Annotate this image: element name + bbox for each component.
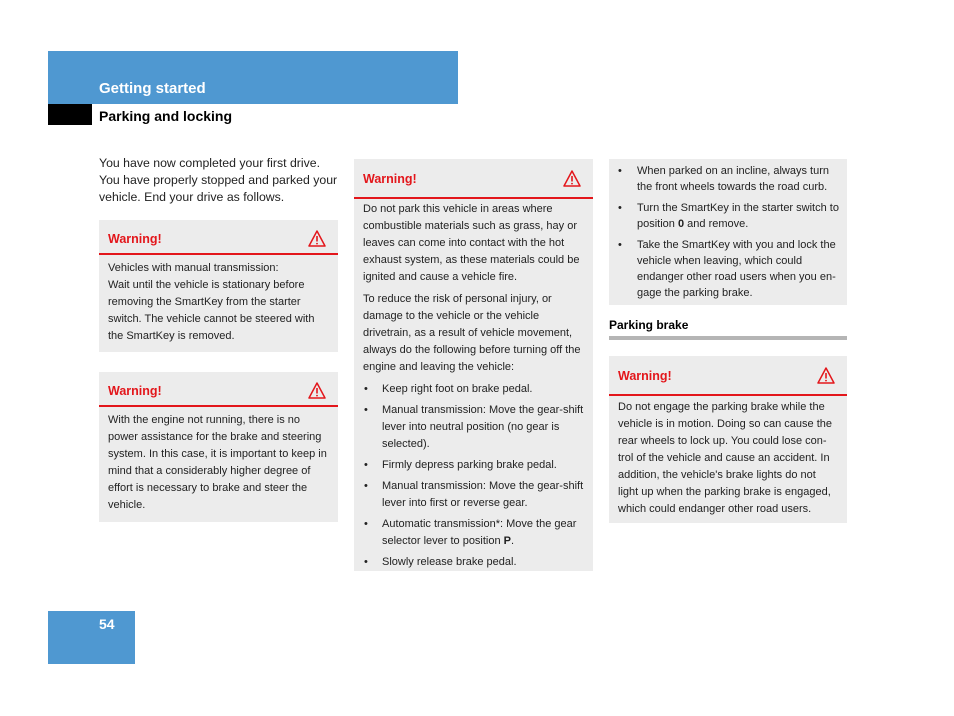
- list-item-text: Turn the SmartKey in the starter switch to position: [637, 202, 839, 230]
- warning-triangle-icon: [563, 170, 581, 187]
- warning-paragraph: To reduce the risk of personal injury, or damage to the vehicle or the vehicle drivetrain, as a result of vehicle movement, always do the following before turning off the engine and leaving the vehicle:: [363, 293, 581, 373]
- list-item: • Keep right foot on brake pedal.: [363, 381, 584, 398]
- warning-steps-list: [363, 381, 584, 571]
- leaving-steps-box: [609, 159, 847, 305]
- subsection-title: Parking and locking: [99, 108, 233, 124]
- warning-text: Do not engage the parking brake while the vehicle is in motion. Doing so can cause the rear wheels to lock up. You could lose con-trol of the vehicle and cause an accident. In addition, the vehicle's brake lights do not light up when the parking brake is engaged, which could endanger other road users.: [618, 401, 833, 515]
- list-item: • Slowly release brake pedal.: [363, 554, 584, 571]
- list-item: • When parked on an incline, always turn the front wheels towards the road curb.: [617, 163, 839, 195]
- page-number: 54: [99, 616, 115, 632]
- warning-box-engine-not-running: [99, 372, 338, 522]
- warning-box-parking-area: [354, 159, 593, 571]
- header-marker: [48, 104, 92, 125]
- warning-header: [99, 372, 338, 407]
- warning-header: [609, 356, 847, 396]
- section-title: Getting started: [99, 80, 206, 97]
- warning-triangle-icon: [308, 382, 326, 399]
- list-item: [617, 200, 839, 232]
- intro-paragraph: You have now completed your first drive. You have properly stopped and parked your vehicle. End your drive as follows.: [99, 156, 338, 204]
- warning-text-line: Vehicles with manual transmission:: [108, 262, 279, 274]
- warning-box-parking-brake: [609, 356, 847, 523]
- warning-triangle-icon: [817, 367, 835, 384]
- list-item: • Take the SmartKey with you and lock the vehicle when leaving, which could endanger other road users when you en-gage the parking brake.: [617, 237, 839, 301]
- list-item: • Manual transmission: Move the gear-shift lever into neutral position (no gear is selected).: [363, 402, 584, 453]
- warning-header: [354, 159, 593, 199]
- parking-brake-heading: Parking brake: [609, 318, 689, 332]
- warning-label: Warning!: [363, 172, 417, 186]
- gear-position-p: P: [503, 535, 512, 547]
- list-item: • Manual transmission: Move the gear-shift lever into first or reverse gear.: [363, 478, 584, 512]
- warning-triangle-icon: [308, 230, 326, 247]
- list-item-text: and remove.: [684, 218, 749, 230]
- page-number-box: [48, 611, 135, 664]
- warning-header: [99, 220, 338, 255]
- warning-label: Warning!: [108, 384, 162, 398]
- key-position-zero: 0: [677, 218, 685, 230]
- warning-text: With the engine not running, there is no power assistance for the brake and steering system. In this case, it is important to keep in mind that a considerably higher degree of effort is necessary to brake and steer the vehicle.: [108, 414, 327, 511]
- warning-label: Warning!: [618, 369, 672, 383]
- warning-label: Warning!: [108, 232, 162, 246]
- leaving-steps-list: [609, 159, 847, 301]
- warning-box-manual-transmission: [99, 220, 338, 352]
- heading-rule: [609, 336, 847, 340]
- list-item-text: Automatic transmission*: Move the gear selector lever to position: [382, 518, 577, 547]
- list-item: • Firmly depress parking brake pedal.: [363, 457, 584, 474]
- warning-paragraph: Do not park this vehicle in areas where combustible materials such as grass, hay or leaves can come into contact with the hot exhaust system, as these materials could be ignited and cause a vehicle fire.: [363, 203, 580, 283]
- warning-text: Wait until the vehicle is stationary before removing the SmartKey from the starter switch. The vehicle cannot be steered with the SmartKey is removed.: [108, 279, 315, 342]
- list-item: • Automatic transmission*: Move the gear selector lever to position P.: [363, 516, 584, 550]
